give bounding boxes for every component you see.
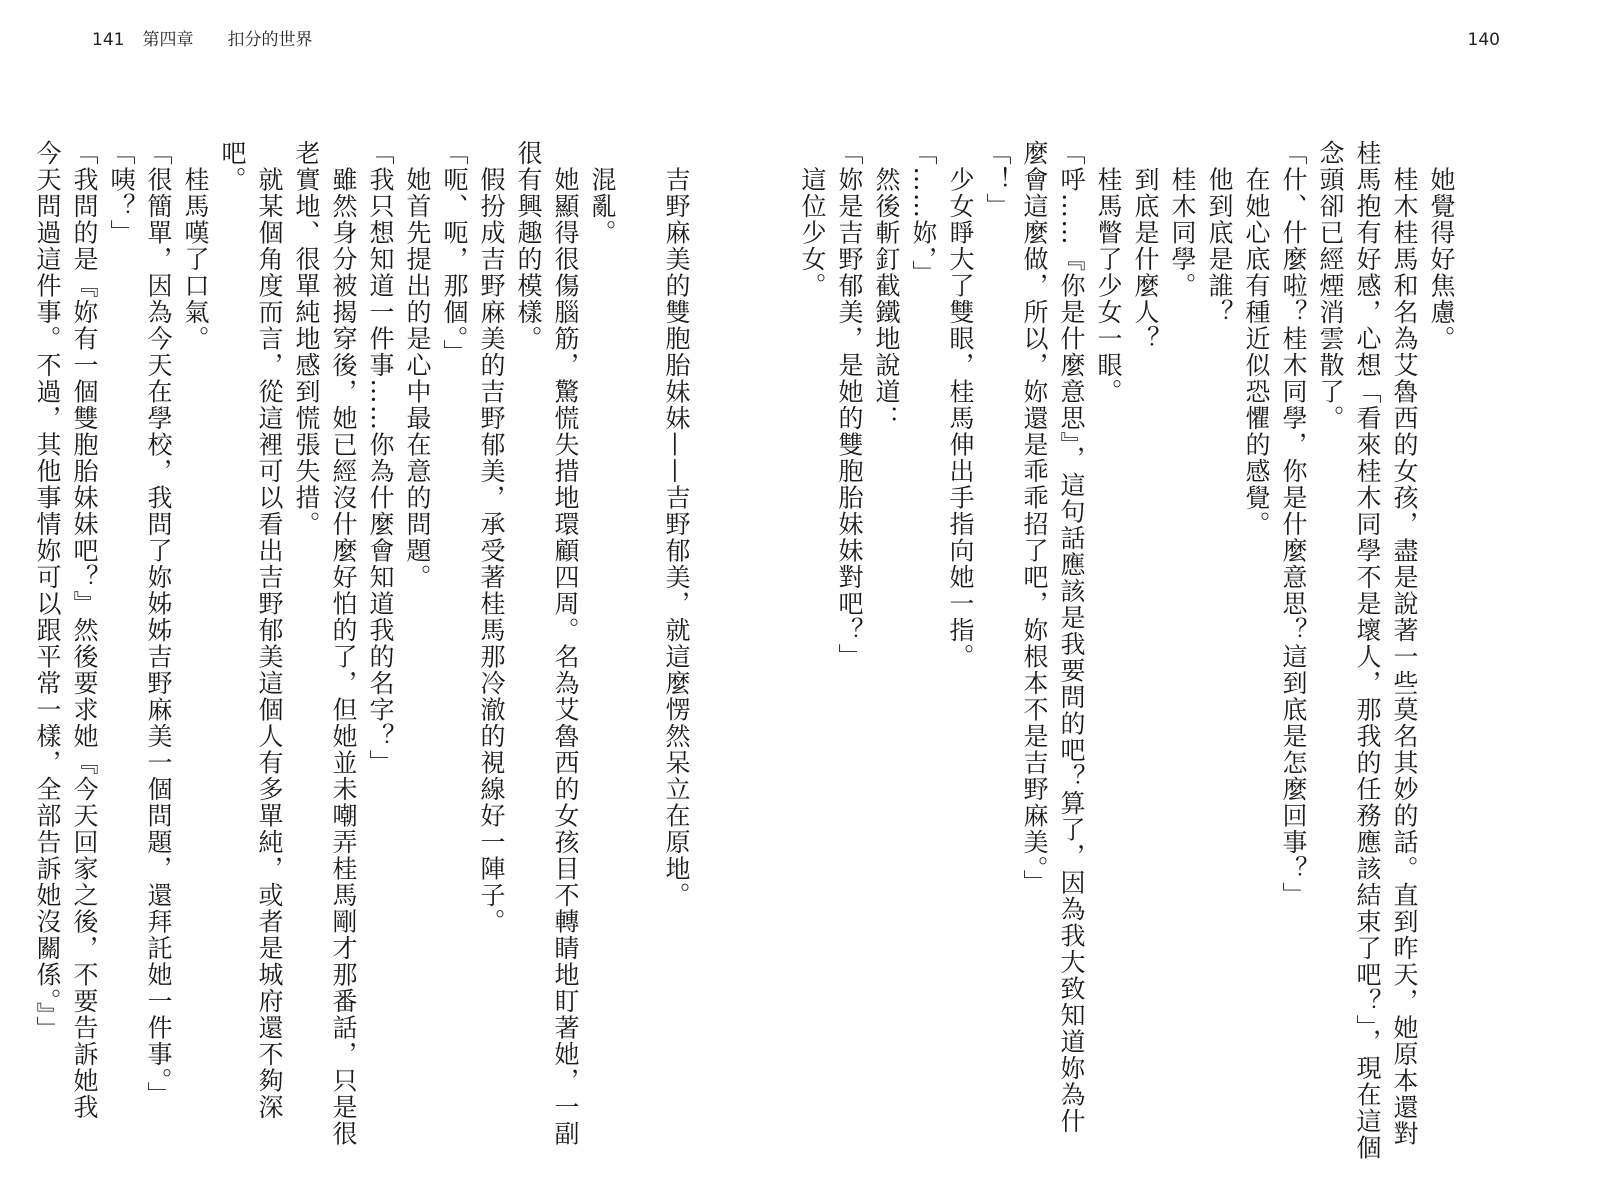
chapter-label: 第四章 bbox=[142, 30, 194, 50]
left-page-body-text: 吉野麻美的雙胞胎妹妹——吉野郁美，就這麼愣然呆立在原地。 混亂。 她顯得很傷腦筋，驚慌失措地環顧四周。名為艾魯西的女孩目不轉睛地盯著她，一副 很有興趣的模樣。 假扮成吉野麻美的吉野郁美，承受著桂馬那冷澈的視線好一陣子。 「呃、呃，那個。」 她首先提出的是心中最在意的問題。 「我只想知道一件事……你為什麼會知道我的名字？」 雖然身分被揭穿後，她已經沒什麼好怕的了，但她並未嘲弄桂馬剛才那番話，只是很 老實地、很單純地感到慌張失措。 就某個角度而言，從這裡可以看出吉野郁美這個人有多單純，或者是城府還不夠深 吧。 桂馬嘆了口氣。 「很簡單，因為今天在學校，我問了妳姊姊吉野麻美一個問題，還拜託她一件事。」 「咦？」 「我問的是『妳有一個雙胞胎妹妹吧？』然後要求她『今天回家之後，不要告訴她我 今天問過這件事。不過，其他事情妳可以跟平常一樣，全部告訴她沒關係。』」 bbox=[33, 140, 691, 1147]
right-page bbox=[798, 140, 1460, 1161]
left-page-number: 141 bbox=[92, 30, 125, 50]
left-page bbox=[33, 140, 695, 1147]
right-page-body-text: 她覺得好焦慮。 桂木桂馬和名為艾魯西的女孩，盡是說著一些莫名其妙的話。直到昨天，她原本還對 桂馬抱有好感，心想「看來桂木同學不是壞人，那我的任務應該結束了吧？」，現在這個 念頭卻已經煙消雲散了。 「什、什麼啦？桂木同學，你是什麼意思？這到底是怎麼回事？」 在她心底有種近似恐懼的感覺。 他到底是誰？ 桂木同學。 到底是什麼人？ 桂馬瞥了少女一眼。 「呼……『你是什麼意思』，這句話應該是我要問的吧？算了，因為我大致知道妳為什 麼會這麼做，所以，妳還是乖乖招了吧，妳根本不是吉野麻美。」 「！」 少女睜大了雙眼，桂馬伸出手指向她一指。 「……妳，」 然後斬釘截鐵地說道： 「妳是吉野郁美，是她的雙胞胎妹妹對吧？」 這位少女。 bbox=[798, 140, 1456, 1161]
left-page-header bbox=[92, 30, 312, 50]
chapter-title: 扣分的世界 bbox=[227, 30, 313, 50]
right-page-header bbox=[1468, 30, 1500, 50]
right-page-number: 140 bbox=[1467, 30, 1500, 50]
